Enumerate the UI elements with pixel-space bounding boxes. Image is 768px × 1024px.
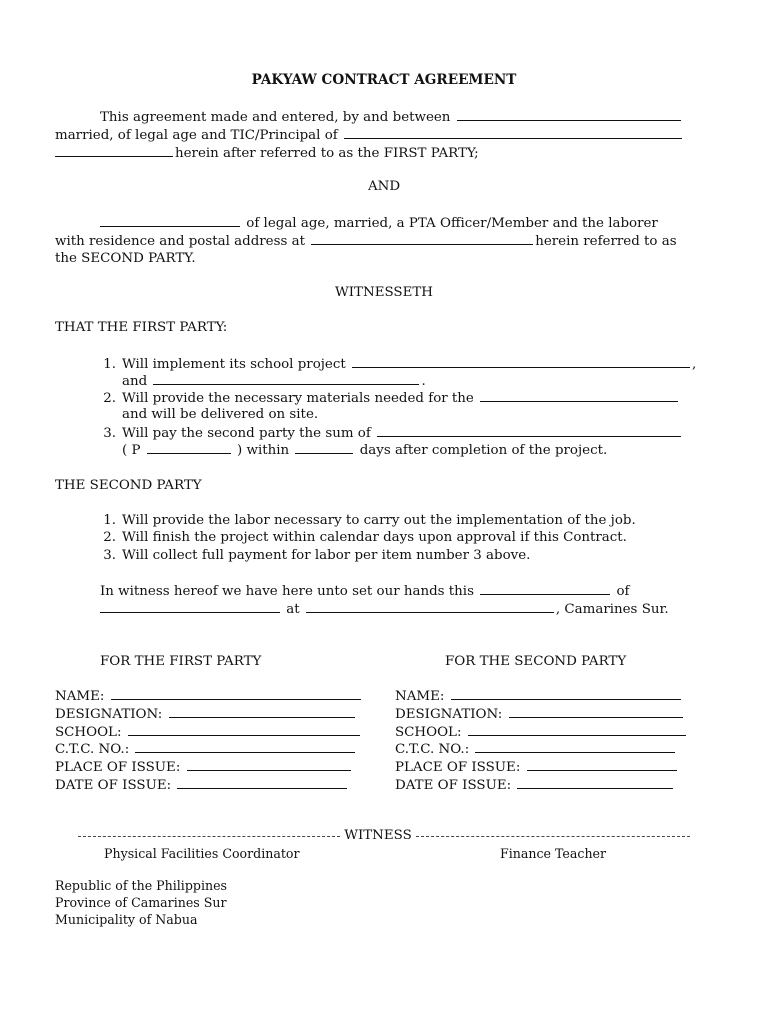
sum-amount-blank[interactable]: [147, 441, 231, 454]
witness-divider-left: [78, 836, 340, 837]
first-item-1-cont: and .: [122, 374, 426, 389]
first-item-2-cont: and will be delivered on site.: [122, 407, 319, 422]
first-party-heading: THAT THE FIRST PARTY:: [55, 320, 228, 335]
intro-line-1: This agreement made and entered, by and between: [100, 108, 683, 127]
second-name-input[interactable]: [451, 687, 681, 700]
days-blank[interactable]: [295, 441, 353, 454]
month-year-blank[interactable]: [100, 600, 280, 613]
witness-clause-line-1: In witness hereof we have here unto set our hands this of: [100, 584, 630, 599]
second-name-field: NAME:: [395, 687, 683, 706]
footer-line-1: Republic of the Philippines: [55, 878, 228, 893]
first-party-name-blank[interactable]: [457, 108, 681, 121]
witness-label: WITNESS: [340, 827, 416, 845]
first-place-field: PLACE OF ISSUE:: [55, 758, 353, 777]
witness-divider-right: [416, 836, 690, 837]
first-designation-input[interactable]: [169, 705, 355, 718]
place-blank[interactable]: [306, 600, 554, 613]
second-school-field: SCHOOL:: [395, 723, 688, 742]
second-intro-line-2: with residence and postal address at herein referred to as: [55, 234, 677, 249]
second-item-3: 3. Will collect full payment for labor per item number 3 above.: [103, 548, 531, 563]
second-school-input[interactable]: [468, 723, 686, 736]
second-designation-field: DESIGNATION:: [395, 705, 685, 724]
and-label: AND: [367, 179, 401, 194]
first-designation-field: DESIGNATION:: [55, 705, 357, 724]
footer-line-2: Province of Camarines Sur: [55, 895, 227, 910]
school-project-2-blank[interactable]: [153, 372, 419, 385]
school-address-blank[interactable]: [55, 144, 173, 157]
footer-line-3: Municipality of Nabua: [55, 912, 198, 927]
second-item-1: 1. Will provide the labor necessary to carry out the implementation of the job.: [103, 513, 636, 528]
first-date-input[interactable]: [177, 776, 347, 789]
sum-words-blank[interactable]: [377, 424, 681, 437]
first-school-field: SCHOOL:: [55, 723, 362, 742]
second-place-field: PLACE OF ISSUE:: [395, 758, 679, 777]
second-date-field: DATE OF ISSUE:: [395, 776, 675, 795]
signatory-left: Physical Facilities Coordinator: [104, 846, 300, 861]
school-project-blank[interactable]: [352, 355, 690, 368]
first-item-3-cont: ( P ) within days after completion of the project.: [122, 443, 608, 458]
second-ctc-field: C.T.C. NO.:: [395, 740, 677, 759]
second-party-heading: THE SECOND PARTY: [55, 478, 202, 493]
witness-clause-line-2: at , Camarines Sur.: [100, 600, 669, 619]
first-name-field: NAME:: [55, 687, 363, 706]
first-date-field: DATE OF ISSUE:: [55, 776, 349, 795]
signatory-right: Finance Teacher: [500, 846, 607, 861]
first-place-input[interactable]: [187, 758, 351, 771]
first-name-input[interactable]: [111, 687, 361, 700]
first-item-1: 1. Will implement its school project ,: [103, 357, 697, 372]
intro-line-3: herein after referred to as the FIRST PARTY;: [55, 144, 479, 163]
second-intro-line-1: of legal age, married, a PTA Officer/Member and the laborer: [100, 214, 658, 233]
second-place-input[interactable]: [527, 758, 677, 771]
residence-address-blank[interactable]: [311, 232, 533, 245]
school-name-blank[interactable]: [344, 126, 682, 139]
first-item-3: 3. Will pay the second party the sum of: [98, 424, 683, 443]
day-blank[interactable]: [480, 582, 610, 595]
first-school-input[interactable]: [128, 723, 360, 736]
document-title: PAKYAW CONTRACT AGREEMENT: [251, 72, 517, 88]
second-designation-input[interactable]: [509, 705, 683, 718]
second-item-2: 2. Will finish the project within calendar days upon approval if this Contract.: [103, 530, 627, 545]
witnesseth-heading: WITNESSETH: [335, 285, 433, 300]
second-intro-line-3: the SECOND PARTY.: [55, 251, 196, 266]
first-ctc-input[interactable]: [135, 740, 355, 753]
intro-line-2: married, of legal age and TIC/Principal of: [55, 126, 684, 145]
for-second-party-heading: FOR THE SECOND PARTY: [445, 654, 627, 669]
materials-project-blank[interactable]: [480, 389, 678, 402]
first-ctc-field: C.T.C. NO.:: [55, 740, 357, 759]
second-date-input[interactable]: [517, 776, 673, 789]
second-party-name-blank[interactable]: [100, 214, 240, 227]
for-first-party-heading: FOR THE FIRST PARTY: [100, 654, 262, 669]
second-ctc-input[interactable]: [475, 740, 675, 753]
first-item-2: 2. Will provide the necessary materials needed for the: [98, 389, 680, 408]
